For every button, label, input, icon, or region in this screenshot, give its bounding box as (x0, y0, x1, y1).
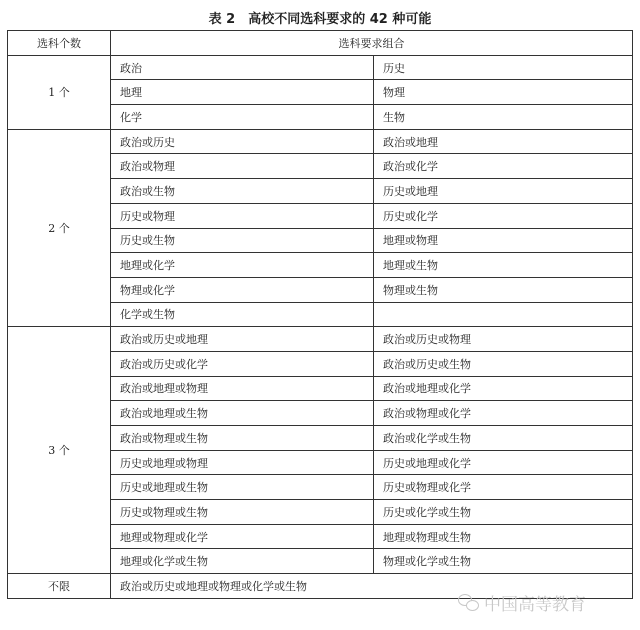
combo-cell: 地理或生物 (374, 253, 633, 278)
combo-cell: 地理或物理 (374, 228, 633, 253)
combo-cell: 政治或化学或生物 (374, 426, 633, 451)
combo-cell: 历史 (374, 55, 633, 80)
combo-cell: 历史或物理或生物 (111, 500, 374, 525)
combo-cell: 政治或物理或生物 (111, 426, 374, 451)
combo-cell: 政治或物理 (111, 154, 374, 179)
combo-cell: 历史或物理 (111, 203, 374, 228)
combo-cell: 物理 (374, 80, 633, 105)
watermark (458, 590, 586, 615)
combo-cell: 物理或化学或生物 (374, 549, 633, 574)
combo-cell: 地理或物理或生物 (374, 524, 633, 549)
wechat-icon (458, 594, 480, 612)
combo-cell: 地理或化学 (111, 253, 374, 278)
combo-cell: 历史或化学或生物 (374, 500, 633, 525)
combo-cell: 政治或地理或物理 (111, 376, 374, 401)
header-combo: 选科要求组合 (111, 31, 633, 56)
table-body (8, 55, 633, 573)
combo-cell: 地理或物理或化学 (111, 524, 374, 549)
header-row (8, 31, 633, 56)
combo-cell: 地理或化学或生物 (111, 549, 374, 574)
combo-cell: 物理或生物 (374, 277, 633, 302)
table-row (8, 129, 633, 154)
watermark-text: 中国高等教育 (484, 595, 586, 615)
combo-cell: 政治或化学 (374, 154, 633, 179)
combo-cell: 历史或物理或化学 (374, 475, 633, 500)
combo-cell: 政治或地理或化学 (374, 376, 633, 401)
combo-cell: 政治或历史或物理 (374, 327, 633, 352)
combo-cell: 物理或化学 (111, 277, 374, 302)
table-row (8, 327, 633, 352)
combo-cell (374, 302, 633, 327)
combo-cell: 化学或生物 (111, 302, 374, 327)
combo-cell: 地理 (111, 80, 374, 105)
combo-cell: 历史或地理 (374, 179, 633, 204)
count-cell: 2 个 (8, 129, 111, 327)
combo-cell: 历史或生物 (111, 228, 374, 253)
combo-cell: 政治或历史或生物 (374, 351, 633, 376)
combo-cell: 政治或地理 (374, 129, 633, 154)
combo-cell: 化学 (111, 105, 374, 130)
combo-cell: 历史或地理或生物 (111, 475, 374, 500)
combo-cell: 历史或地理或物理 (111, 450, 374, 475)
count-cell: 不限 (8, 574, 111, 599)
table-row (8, 55, 633, 80)
count-cell: 1 个 (8, 55, 111, 129)
combo-cell: 生物 (374, 105, 633, 130)
combo-cell: 政治或历史或地理或物理或化学或生物 (111, 574, 633, 599)
combo-cell: 政治或生物 (111, 179, 374, 204)
combo-cell: 历史或地理或化学 (374, 450, 633, 475)
subject-combination-table (7, 30, 633, 599)
combo-cell: 政治或地理或生物 (111, 401, 374, 426)
combo-cell: 政治或物理或化学 (374, 401, 633, 426)
combo-cell: 历史或化学 (374, 203, 633, 228)
table-title: 表 2 高校不同选科要求的 42 种可能 (208, 12, 432, 27)
combo-cell: 政治 (111, 55, 374, 80)
header-count: 选科个数 (8, 31, 111, 56)
combo-cell: 政治或历史或地理 (111, 327, 374, 352)
count-cell: 3 个 (8, 327, 111, 574)
combo-cell: 政治或历史 (111, 129, 374, 154)
combo-cell: 政治或历史或化学 (111, 351, 374, 376)
